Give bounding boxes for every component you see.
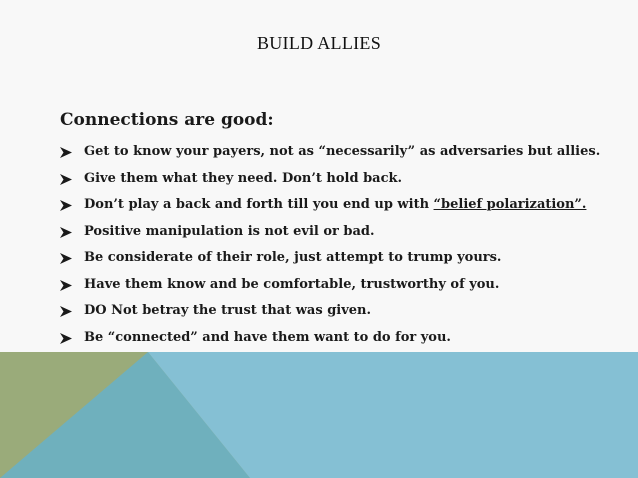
arrowhead-bullet-icon	[60, 306, 72, 317]
arrowhead-bullet-icon	[60, 147, 72, 158]
bullet-item	[60, 139, 620, 166]
bullet-item	[60, 298, 620, 325]
bullet-item	[60, 325, 620, 352]
bullet-text: Give them what they need. Don’t hold back.	[84, 170, 403, 186]
slide-subheading: Connections are good:	[60, 110, 274, 130]
bullet-list	[60, 139, 620, 351]
bullet-item	[60, 166, 620, 193]
slide-content	[60, 107, 620, 351]
bullet-text: Positive manipulation is not evil or bad.	[84, 223, 375, 239]
arrowhead-bullet-icon	[60, 280, 72, 291]
bullet-item	[60, 192, 620, 219]
arrowhead-bullet-icon	[60, 333, 72, 344]
bullet-item	[60, 245, 620, 272]
arrowhead-bullet-icon	[60, 200, 72, 211]
arrowhead-bullet-icon	[60, 174, 72, 185]
arrowhead-bullet-icon	[60, 227, 72, 238]
decorative-footer-shapes	[0, 352, 638, 478]
bullet-text: Have them know and be comfortable, trustworthy of you.	[84, 276, 500, 292]
bullet-underlined-phrase: “belief polarization”.	[433, 197, 587, 212]
bullet-text: Be considerate of their role, just attempt to trump yours.	[84, 250, 502, 265]
bullet-text: Get to know your payers, not as “necessarily” as adversaries but allies.	[84, 144, 601, 159]
bullet-text: DO Not betray the trust that was given.	[84, 303, 372, 318]
slide-title: BUILD ALLIES	[256, 33, 382, 53]
bullet-item	[60, 219, 620, 246]
bullet-text: Don’t play a back and forth till you end up with	[84, 197, 434, 212]
arrowhead-bullet-icon	[60, 253, 72, 264]
bullet-text: Be “connected” and have them want to do for you.	[84, 329, 451, 345]
bullet-item	[60, 272, 620, 299]
